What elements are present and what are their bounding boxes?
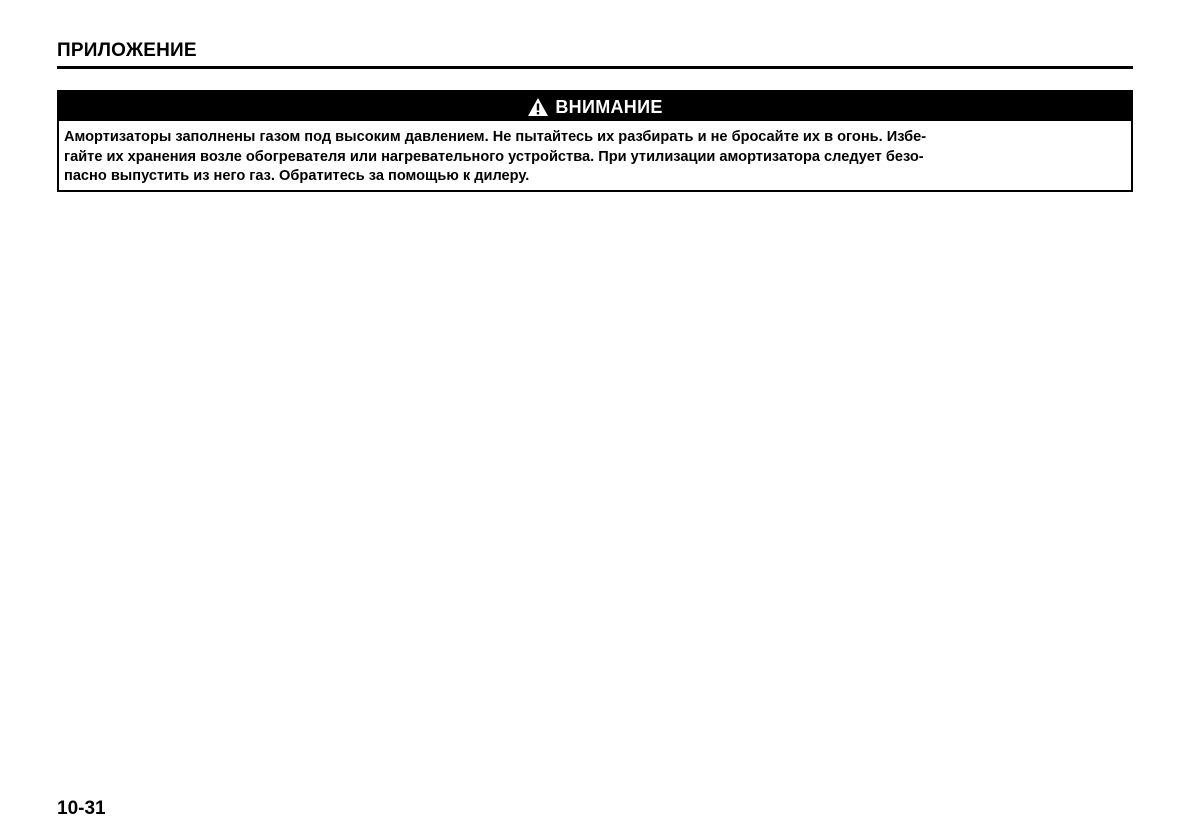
warning-text [64,128,1126,187]
page-number: 10-31 [57,798,106,819]
section-title: ПРИЛОЖЕНИЕ [57,40,197,61]
warning-text-line: Амортизаторы заполнены газом под высоким давлением. Не пытайтесь их разбирать и не бросайте их в огонь. Избе- [64,129,927,145]
warning-triangle-icon [527,97,549,117]
warning-text-line: гайте их хранения возле обогревателя или нагревательного устройства. При утилизации амортизатора следует безо- [64,148,924,165]
warning-text-line: пасно выпустить из него газ. Обратитесь за помощью к дилеру. [64,168,530,184]
warning-header [59,92,1131,121]
warning-box [57,90,1133,192]
warning-title: ВНИМАНИЕ [555,96,663,117]
section-header [57,40,1133,69]
